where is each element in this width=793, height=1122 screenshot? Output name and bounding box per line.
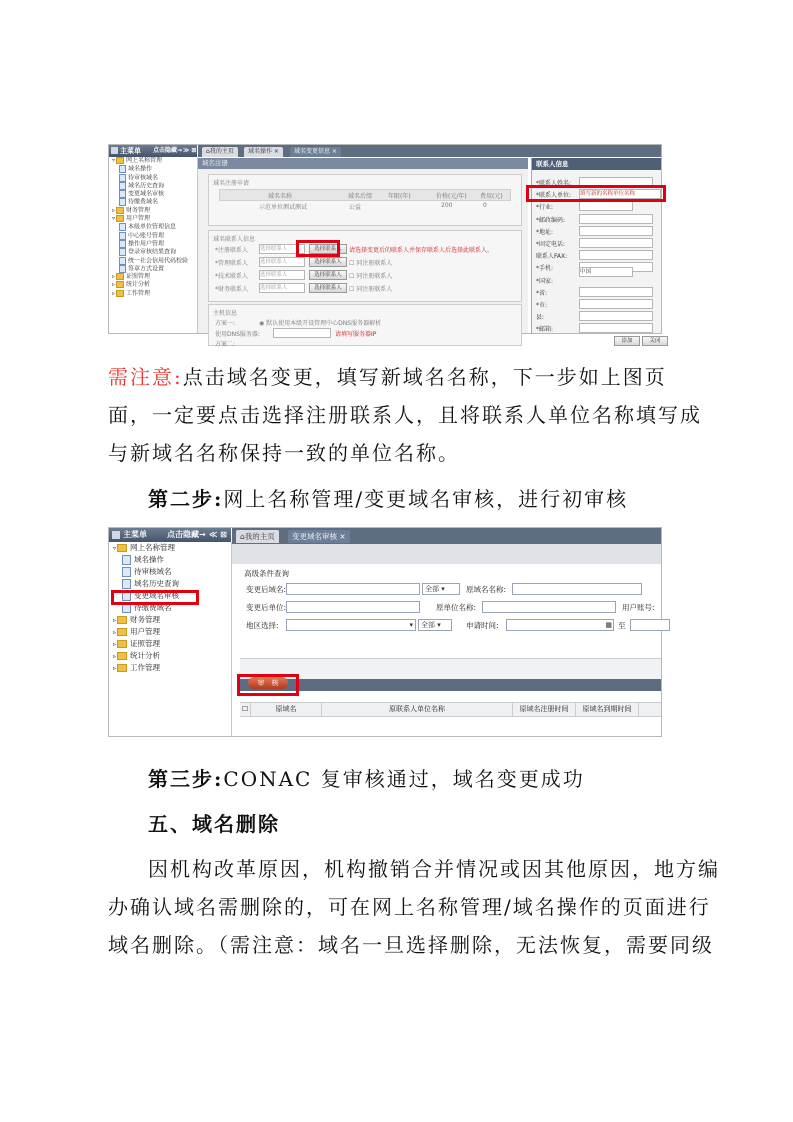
dns-label: 使用DNS服务器: bbox=[215, 331, 260, 338]
col-expire-time: 原域名到期时间 bbox=[576, 703, 639, 716]
old-unit-label: 原单位名称: bbox=[436, 603, 477, 612]
host-option2: 方案二: bbox=[215, 341, 236, 348]
contact-input-tech[interactable]: 选择联系人 bbox=[259, 270, 305, 280]
menu-item-label: 统计分析 bbox=[130, 651, 161, 660]
tab-domain-change-info[interactable]: 域名变更信息 × bbox=[290, 147, 341, 157]
country-select[interactable]: 中国 bbox=[579, 267, 633, 277]
same-as-register-4[interactable]: ☐ 同注册联系人 bbox=[349, 286, 393, 293]
host-section bbox=[208, 304, 522, 346]
menu-item-label: 统一社会信用代码校验 bbox=[128, 257, 189, 265]
contact-input-manage[interactable]: 选择联系人 bbox=[259, 257, 305, 267]
contact-field-input[interactable] bbox=[579, 311, 653, 321]
to-label: 至 bbox=[618, 621, 626, 630]
menu-tree bbox=[109, 157, 198, 333]
folder-icon bbox=[116, 290, 124, 297]
menu-item[interactable] bbox=[109, 554, 231, 566]
menu-item-label: 待审核域名 bbox=[128, 174, 159, 182]
contact-field-label: *行业: bbox=[536, 204, 554, 212]
contact-field-label: *固定电话: bbox=[536, 241, 566, 248]
expand-arrow-icon[interactable]: ▹ bbox=[112, 289, 116, 297]
contact-field-label: *邮政编码: bbox=[536, 216, 566, 224]
contact-field-input[interactable] bbox=[579, 250, 653, 260]
highlight-change-audit bbox=[111, 590, 199, 605]
select-contact-button[interactable]: 选择联系人 bbox=[309, 244, 347, 254]
old-name-input[interactable] bbox=[512, 583, 642, 595]
menu-item[interactable] bbox=[109, 232, 197, 240]
menu-icon bbox=[112, 531, 120, 539]
new-unit-input[interactable] bbox=[286, 601, 420, 613]
contact-field-input[interactable] bbox=[579, 214, 653, 224]
screenshot-domain-change-form bbox=[108, 144, 662, 348]
menu-item[interactable] bbox=[109, 290, 197, 298]
menu-item-label: 中心账号管理 bbox=[128, 232, 165, 240]
tab-underline bbox=[232, 544, 661, 564]
audit-button[interactable]: 审 核 bbox=[248, 677, 288, 689]
close-button[interactable]: 关闭 bbox=[642, 336, 668, 346]
menu-item-label: 域名操作 bbox=[134, 555, 164, 564]
contact-warning: 请选择变更后的联系人并保存联系人后选择此联系人。 bbox=[349, 247, 494, 254]
expand-arrow-icon[interactable]: ▹ bbox=[113, 653, 117, 660]
apply-time-start[interactable] bbox=[506, 619, 614, 631]
same-as-register-2[interactable]: ☐ 同注册联系人 bbox=[349, 260, 393, 267]
form-title: 域名注册 bbox=[198, 158, 528, 169]
new-name-input[interactable] bbox=[286, 583, 420, 595]
tab-home[interactable]: ⌂我的主页 bbox=[202, 147, 238, 157]
menu-item-label: 域名历史查询 bbox=[134, 579, 179, 588]
col-old-domain: 原域名 bbox=[251, 703, 322, 716]
menu-item[interactable] bbox=[109, 626, 231, 638]
menu-item[interactable] bbox=[109, 207, 197, 215]
highlight-unit-name bbox=[526, 185, 666, 202]
page-icon bbox=[119, 174, 126, 182]
menu-item[interactable] bbox=[109, 542, 231, 554]
menu-item[interactable] bbox=[109, 273, 197, 281]
hide-menu-link-2[interactable]: 点击隐藏→ bbox=[167, 530, 206, 539]
same-as-register-3[interactable]: ☐ 同注册联系人 bbox=[349, 273, 393, 280]
menu-item-label: 域名历史查询 bbox=[128, 182, 165, 190]
section3-title: 主机信息 bbox=[213, 310, 238, 317]
contact-label-manage: *管理联系人 bbox=[215, 260, 249, 267]
contact-field-label: *联系人姓名: bbox=[536, 180, 572, 187]
apply-time-end[interactable] bbox=[630, 619, 670, 631]
menu-item[interactable] bbox=[109, 248, 197, 256]
folder-icon bbox=[116, 215, 124, 222]
new-name-label: 变更后域名: bbox=[246, 585, 287, 594]
para2-line-3: 域名删除。（需注意：域名一旦选择删除，无法恢复，需要同级 bbox=[108, 933, 714, 957]
contact-field-label: *联系人单位: bbox=[536, 192, 572, 200]
dns-hint: 请填写服务器IP bbox=[335, 331, 377, 338]
folder-icon bbox=[116, 157, 124, 164]
menu-item[interactable] bbox=[109, 614, 231, 626]
expand-arrow-icon[interactable]: ▹ bbox=[113, 629, 117, 636]
menu-item[interactable] bbox=[109, 174, 197, 182]
page-icon bbox=[122, 567, 131, 577]
step2-line: 第二步:网上名称管理/变更域名审核，进行初审核 bbox=[148, 487, 629, 511]
region-sub-select[interactable]: 全部 ▾ bbox=[418, 619, 452, 631]
tab-home-2[interactable]: ⌂我的主页 bbox=[236, 530, 279, 543]
menu-item-label: 证照管理 bbox=[126, 273, 151, 281]
contact-section bbox=[208, 230, 522, 302]
apply-time-label: 申请时间: bbox=[466, 621, 499, 630]
contact-input-register[interactable]: 选择联系人 bbox=[259, 244, 305, 254]
menu-item[interactable] bbox=[109, 182, 197, 190]
folder-icon bbox=[117, 544, 127, 552]
menu-item-label: 财务管理 bbox=[130, 615, 161, 624]
register-apply-section bbox=[208, 174, 522, 226]
note-line-1: 需注意:点击域名变更，填写新域名名称，下一步如上图页 bbox=[108, 365, 667, 389]
menu-item[interactable] bbox=[109, 638, 231, 650]
home-icon: ⌂ bbox=[206, 148, 210, 155]
host-option1-text[interactable]: ◉ 默认使用本级开设管理中心DNS服务器解析 bbox=[259, 320, 382, 327]
hide-menu-link[interactable]: 点击隐藏→ bbox=[153, 147, 183, 154]
folder-icon bbox=[116, 273, 124, 280]
contact-field-label: *邮箱: bbox=[536, 326, 554, 334]
menu-item-label: 网上名称管理 bbox=[126, 157, 163, 164]
tab-bar-2 bbox=[232, 528, 661, 544]
contact-field-label: *手机: bbox=[536, 265, 554, 273]
contact-input-finance[interactable]: 选择联系人 bbox=[259, 283, 305, 293]
page-icon bbox=[119, 182, 126, 190]
highlight-audit-button bbox=[237, 674, 299, 696]
expand-arrow-icon[interactable]: ▿ bbox=[112, 157, 116, 164]
menu-extra-icons[interactable]: ≫ ⊠ bbox=[183, 147, 197, 154]
audit-toolbar bbox=[240, 679, 661, 691]
page-icon bbox=[119, 240, 126, 248]
contact-field-input[interactable] bbox=[579, 287, 653, 297]
menu-item-label: 待缴费域名 bbox=[128, 198, 159, 206]
page-icon bbox=[119, 257, 126, 265]
col-register-time: 原域名注册时间 bbox=[513, 703, 576, 716]
contact-info-title: 联系人信息 bbox=[532, 158, 661, 170]
note-line-2: 面，一定要点击选择注册联系人，且将联系人单位名称填写成 bbox=[108, 403, 702, 427]
note-label: 需注意: bbox=[108, 365, 183, 389]
menu-item[interactable] bbox=[109, 190, 197, 198]
highlight-select-contact bbox=[296, 240, 340, 257]
menu-item[interactable] bbox=[109, 578, 231, 590]
query-panel bbox=[240, 566, 661, 656]
expand-arrow-icon[interactable]: ▹ bbox=[112, 206, 116, 214]
expand-arrow-icon[interactable]: ▹ bbox=[112, 281, 116, 289]
menu-item-label: 统计分析 bbox=[126, 281, 151, 289]
menu-item-label: 域名操作 bbox=[128, 165, 153, 173]
menu-item[interactable] bbox=[109, 650, 231, 662]
tab-change-audit[interactable]: 变更域名审核 × bbox=[288, 530, 350, 543]
contact-info-panel bbox=[531, 158, 661, 344]
menu-item-label: 本级单位管理信息 bbox=[128, 223, 177, 231]
menu-title: 主菜单 bbox=[120, 147, 141, 155]
para2-line-2: 办确认域名需删除的，可在网上名称管理/域名操作的页面进行 bbox=[108, 895, 711, 919]
para2-line-1: 因机构改革原因，机构撤销合并情况或因其他原因，地方编 bbox=[148, 857, 720, 881]
tab-domain-operation[interactable]: 域名操作 × bbox=[244, 147, 283, 157]
step2-label: 第二步: bbox=[148, 487, 224, 511]
menu-header-2: 主菜单 点击隐藏→ ≪ ⊠ bbox=[109, 528, 231, 542]
menu-item[interactable] bbox=[109, 566, 231, 578]
menu-item-label: 待审核域名 bbox=[134, 567, 172, 576]
old-unit-input[interactable] bbox=[482, 601, 616, 613]
expand-arrow-icon[interactable]: ▹ bbox=[113, 617, 117, 624]
expand-arrow-icon[interactable]: ▿ bbox=[113, 545, 117, 552]
menu-item-label: 登录审核结果查询 bbox=[128, 248, 177, 256]
unit-name-input[interactable]: 填写新的名称单位名称 bbox=[579, 189, 661, 199]
contact-label-tech: *技术联系人 bbox=[215, 273, 249, 280]
menu-item-label: 网上名称管理 bbox=[130, 543, 176, 552]
page-icon bbox=[119, 165, 126, 173]
step3-line: 第三步:CONAC 复审核通过，域名变更成功 bbox=[148, 767, 585, 791]
folder-icon bbox=[117, 640, 127, 648]
folder-icon bbox=[117, 628, 127, 636]
menu-item[interactable] bbox=[109, 662, 231, 674]
menu-item-label: 待缴费域名 bbox=[134, 603, 172, 612]
menu-item-label: 用户管理 bbox=[130, 627, 161, 636]
folder-icon bbox=[117, 664, 127, 672]
folder-icon bbox=[117, 652, 127, 660]
region-label: 地区选择: bbox=[246, 621, 279, 630]
contact-field-label: *市: bbox=[536, 302, 548, 309]
expand-arrow-icon[interactable]: ▹ bbox=[113, 665, 117, 672]
old-name-label: 原域名名称: bbox=[466, 585, 507, 594]
expand-arrow-icon[interactable]: ▿ bbox=[112, 215, 116, 223]
tab-bar bbox=[198, 145, 661, 157]
menu-item-label: 工作管理 bbox=[130, 663, 161, 672]
menu-item[interactable] bbox=[109, 198, 197, 206]
contact-field-label: *省: bbox=[536, 289, 548, 297]
select-all-checkbox[interactable]: ☐ bbox=[240, 703, 251, 716]
contact-field-input[interactable] bbox=[579, 299, 653, 309]
domain-register-form bbox=[198, 158, 528, 348]
menu-item-label: 签章方式设置 bbox=[128, 265, 165, 273]
page-icon bbox=[122, 579, 131, 589]
contact-field-label: 联系人FAX: bbox=[536, 253, 568, 261]
page-icon bbox=[119, 198, 126, 206]
menu-item[interactable] bbox=[109, 240, 197, 248]
menu-icon bbox=[111, 147, 118, 154]
query-title: 高级条件查询 bbox=[244, 569, 289, 578]
menu-tree-2 bbox=[109, 542, 232, 736]
menu-item[interactable] bbox=[109, 215, 197, 223]
menu-header bbox=[109, 145, 197, 157]
page-icon bbox=[119, 248, 126, 256]
section2-title: 域名联系人信息 bbox=[213, 236, 256, 243]
menu-item-label: 变更域名审核 bbox=[128, 190, 165, 198]
menu-item[interactable] bbox=[109, 257, 197, 265]
page-icon bbox=[119, 223, 126, 231]
note-line-3: 与新域名名称保持一致的单位名称。 bbox=[108, 441, 460, 465]
expand-arrow-icon[interactable]: ▹ bbox=[113, 641, 117, 648]
menu-item-label: 证照管理 bbox=[130, 639, 161, 648]
folder-icon bbox=[117, 616, 127, 624]
contact-field-input[interactable] bbox=[579, 238, 653, 248]
col-old-unit: 原联系人单位名称 bbox=[322, 703, 513, 716]
contact-field-label: *地址: bbox=[536, 228, 554, 236]
menu-item-label: 用户管理 bbox=[126, 215, 151, 223]
contact-field-input[interactable] bbox=[579, 323, 653, 333]
menu-extra-icons-2[interactable]: ≪ ⊠ bbox=[209, 530, 227, 539]
new-unit-label: 变更后单位: bbox=[246, 603, 287, 612]
user-account-label: 用户账号: bbox=[622, 603, 655, 612]
page-icon bbox=[122, 555, 131, 565]
menu-item[interactable] bbox=[109, 223, 197, 231]
select-contact-button-2[interactable]: 选择联系人 bbox=[309, 257, 347, 267]
new-name-suffix-select[interactable]: 全部 ▾ bbox=[422, 583, 460, 595]
section1-title: 域名注册申请 bbox=[213, 180, 250, 187]
folder-icon bbox=[116, 281, 124, 288]
calendar-icon[interactable]: ▦ bbox=[605, 621, 612, 629]
table-row: 示范单位测试测试 公益 200 0 bbox=[259, 202, 487, 211]
host-option1: 方案一: bbox=[215, 320, 236, 327]
menu-item-label: 财务管理 bbox=[126, 206, 151, 214]
menu-item[interactable] bbox=[109, 265, 197, 273]
contact-field-input[interactable] bbox=[579, 201, 633, 211]
menu-item-label: 工作管理 bbox=[126, 289, 151, 297]
dns-input[interactable] bbox=[273, 328, 331, 338]
menu-item-label: 变更域名审核 bbox=[134, 591, 179, 600]
result-table-header bbox=[240, 702, 661, 717]
folder-icon bbox=[116, 207, 124, 214]
screenshot-change-audit bbox=[108, 527, 662, 737]
contact-field-input[interactable] bbox=[579, 226, 653, 236]
menu-item[interactable] bbox=[109, 165, 197, 173]
contact-field-label: 县: bbox=[536, 314, 545, 322]
expand-arrow-icon[interactable]: ▹ bbox=[112, 273, 116, 281]
select-contact-button-4[interactable]: 选择联系人 bbox=[309, 283, 347, 293]
page-icon bbox=[119, 190, 126, 198]
home-icon: ⌂ bbox=[240, 532, 245, 541]
menu-item[interactable] bbox=[109, 157, 197, 165]
region-select[interactable]: ▾ bbox=[286, 619, 416, 631]
contact-label-finance: *财务联系人 bbox=[215, 286, 249, 293]
step3-label: 第三步: bbox=[148, 767, 224, 791]
section5-title: 五、域名删除 bbox=[148, 812, 280, 836]
save-button[interactable]: 添加 bbox=[614, 336, 640, 346]
table-header: 域名名称 域名后缀 年限(年) 价格(元/年) 费用(元) bbox=[219, 189, 511, 201]
menu-item-label: 操作用户管理 bbox=[128, 240, 165, 248]
action-bar bbox=[240, 658, 661, 691]
page-icon bbox=[119, 265, 126, 273]
menu-item[interactable] bbox=[109, 281, 197, 289]
contact-label-register: *注册联系人 bbox=[215, 247, 249, 254]
contact-field-label: *国家: bbox=[536, 277, 554, 285]
select-contact-button-3[interactable]: 选择联系人 bbox=[309, 270, 347, 280]
page-icon bbox=[119, 232, 126, 240]
